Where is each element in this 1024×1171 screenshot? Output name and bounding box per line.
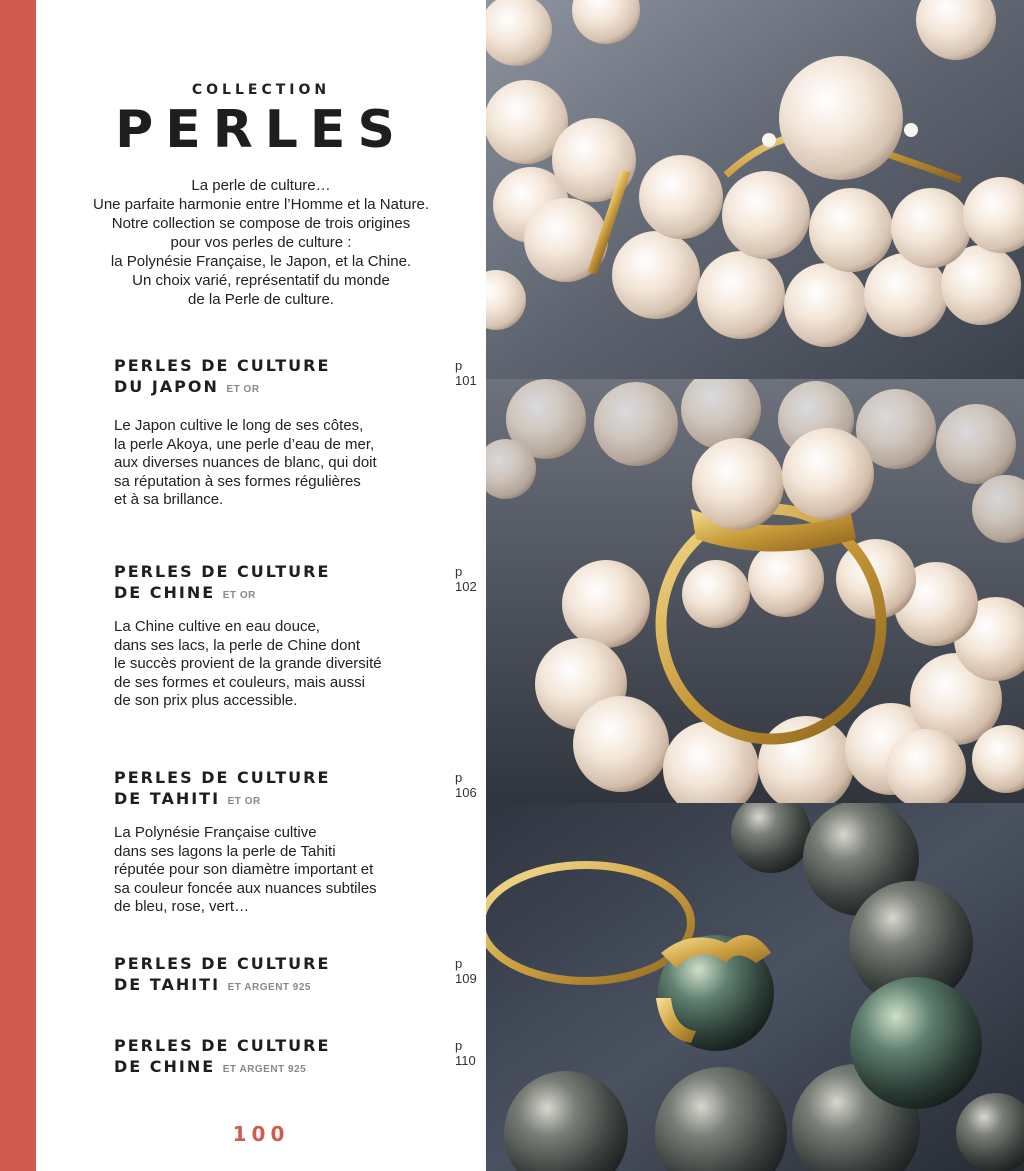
section-chine-argent [114, 1035, 476, 1080]
section-suffix: ET OR [227, 796, 261, 807]
desc-line: de bleu, rose, vert… [114, 898, 250, 916]
section-title-line2: DE TAHITI [114, 789, 221, 808]
section-title-line2: DE CHINE [114, 583, 216, 602]
page-reference: p 101 [455, 358, 477, 388]
intro-line: Un choix varié, représentatif du monde [132, 272, 390, 289]
desc-line: La Chine cultive en eau douce, [114, 618, 320, 635]
section-japon-or [114, 355, 477, 510]
section-title-line2: DU JAPON [114, 377, 219, 396]
desc-line: de ses formes et couleurs, mais aussi [114, 673, 365, 691]
page-reference: p 102 [455, 564, 477, 594]
section-description [114, 824, 414, 917]
section-title [114, 561, 414, 606]
section-suffix: ET ARGENT 925 [222, 1064, 307, 1075]
desc-line: aux diverses nuances de blanc, qui doit [114, 454, 377, 472]
section-tahiti-or [114, 767, 477, 917]
section-suffix: ET OR [222, 590, 256, 601]
section-description [114, 618, 414, 711]
page-title: PERLES [115, 100, 407, 160]
desc-line: de son prix plus accessible. [114, 692, 298, 710]
section-title-line1: PERLES DE CULTURE [114, 356, 331, 375]
section-title-line2: DE CHINE [114, 1057, 216, 1076]
section-title-line1: PERLES DE CULTURE [114, 768, 331, 787]
photo-tahiti-pearls [486, 803, 1024, 1171]
desc-line: réputée pour son diamètre important et [114, 861, 374, 879]
desc-line: et à sa brillance. [114, 491, 224, 509]
desc-line: la perle Akoya, une perle d’eau de mer, [114, 435, 375, 453]
section-title-line1: PERLES DE CULTURE [114, 954, 331, 973]
intro-line: Notre collection se compose de trois origines [111, 215, 411, 232]
section-title-line1: PERLES DE CULTURE [114, 1036, 331, 1055]
desc-line: dans ses lacs, la perle de Chine dont [114, 636, 360, 654]
page-reference: p 106 [455, 770, 477, 800]
desc-line: Le Japon cultive le long de ses côtes, [114, 417, 364, 434]
section-title-line2: DE TAHITI [114, 975, 221, 994]
page-number: 100 [232, 1122, 290, 1146]
section-suffix: ET OR [226, 384, 260, 395]
desc-line: le succès provient de la grande diversité [114, 655, 382, 673]
section-chine-or [114, 561, 477, 711]
intro-line: La perle de culture… [191, 177, 331, 194]
photo-ring-white-pearls [486, 379, 1024, 803]
intro-paragraph [56, 176, 466, 309]
section-title [114, 355, 414, 400]
desc-line: sa réputation à ses formes régulières [114, 472, 361, 490]
intro-line: pour vos perles de culture : [170, 234, 352, 251]
photo-akoya-pearls [486, 0, 1024, 379]
intro-line: la Polynésie Française, le Japon, et la Chine. [110, 253, 412, 270]
section-title [114, 953, 414, 998]
section-title [114, 767, 414, 812]
section-suffix: ET ARGENT 925 [227, 982, 311, 993]
section-title [114, 1035, 414, 1080]
intro-line: de la Perle de culture. [188, 291, 334, 308]
page-reference: p 109 [455, 956, 477, 986]
text-column [36, 0, 486, 1171]
accent-bar [0, 0, 36, 1171]
page-reference: p 110 [455, 1038, 476, 1068]
desc-line: La Polynésie Française cultive [114, 824, 317, 841]
collection-kicker: COLLECTION [191, 82, 331, 98]
intro-line: Une parfaite harmonie entre l’Homme et la Nature. [93, 196, 429, 213]
section-title-line1: PERLES DE CULTURE [114, 562, 331, 581]
section-description [114, 417, 414, 510]
desc-line: sa couleur foncée aux nuances subtiles [114, 879, 377, 897]
desc-line: dans ses lagons la perle de Tahiti [114, 842, 336, 860]
section-tahiti-argent [114, 953, 477, 998]
